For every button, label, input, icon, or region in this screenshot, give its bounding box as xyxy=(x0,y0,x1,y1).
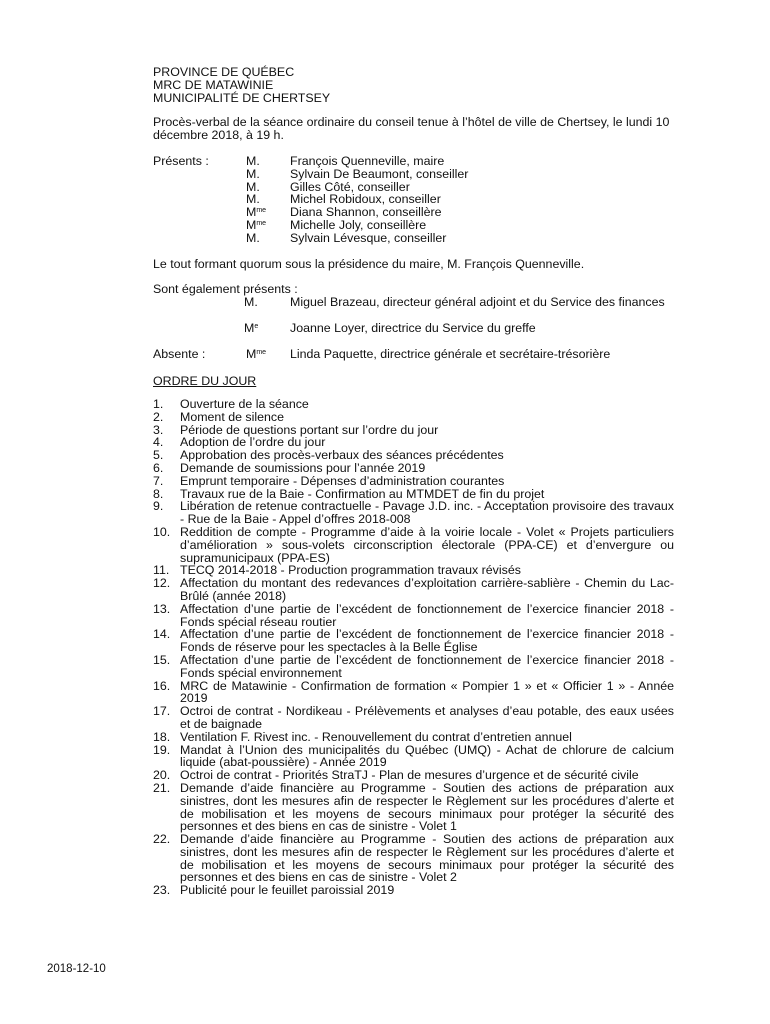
member-title: M. xyxy=(246,166,260,181)
agenda-item: 10. Reddition de compte - Programme d’aide à la voirie locale - Volet « Projets particuliers d’amélioration » sous-volets circonscription électorale (PPA-CE) et d’envergure ou supramunicipaux (PPA-ES) xyxy=(153,524,674,565)
agenda-item: 20. Octroi de contrat - Priorités StraTJ - Plan de mesures d’urgence et de sécurité civile xyxy=(153,768,639,783)
member-name: Linda Paquette, directrice générale et secrétaire-trésorière xyxy=(290,347,611,361)
member-name: Sylvain De Beaumont, conseiller xyxy=(290,166,469,181)
agenda-item: 17. Octroi de contrat - Nordikeau - Prélèvements et analyses d’eau potable, des eaux usées et de baignade xyxy=(153,704,674,731)
header-mrc: MRC DE MATAWINIE xyxy=(153,77,274,92)
member-name: Michelle Joly, conseillère xyxy=(290,218,427,232)
member-title: M. xyxy=(246,179,260,194)
agenda-item: 18. Ventilation F. Rivest inc. - Renouvellement du contrat d’entretien annuel xyxy=(153,729,572,744)
intro-paragraph: Procès-verbal de la séance ordinaire du conseil tenue à l’hôtel de ville de Chertsey, le lundi 10 décembre 2018, à 19 h. xyxy=(153,115,670,142)
member-name: Miguel Brazeau, directeur général adjoint et du Service des finances xyxy=(290,295,665,309)
header-province: PROVINCE DE QUÉBEC xyxy=(153,65,295,79)
document-header xyxy=(153,66,330,104)
agenda-item: 15. Affectation d’une partie de l’excédent de fonctionnement de l’exercice financier 2018 - Fonds spécial environnement xyxy=(153,652,674,680)
agenda-item: 12. Affectation du montant des redevances d’exploitation carrière-sablière - Chemin du Lac-Brûlé (année 2018) xyxy=(153,576,674,603)
agenda-title: ORDRE DU JOUR xyxy=(153,374,257,388)
agenda-item: 22. Demande d’aide financière au Programme - Soutien des actions de préparation aux sinistres, dont les mesures afin de respecter le Règlement sur les procédures d’alerte et de mobilisation et les moyens de secours minimaux pour protéger la sécurité des personnes et des biens en cas de sinistre - Volet 2 xyxy=(153,832,674,885)
member-title: $M^{me}$ xyxy=(246,347,267,361)
agenda-item: 23. Publicité pour le feuillet paroissial 2019 xyxy=(153,883,395,898)
agenda-item: 3. Période de questions portant sur l’ordre du jour xyxy=(153,422,439,437)
agenda-item: 14. Affectation d’une partie de l’excédent de fonctionnement de l’exercice financier 2018 - Fonds de réserve pour les spectacles à la Belle Église xyxy=(153,627,674,655)
footer-date: 2018-12-10 xyxy=(47,963,106,975)
member-title: M. xyxy=(244,295,258,309)
presents-label: Présents : xyxy=(153,154,209,168)
member-title: M. xyxy=(246,154,260,168)
member-title: M. xyxy=(246,192,260,207)
agenda-item: 19. Mandat à l’Union des municipalités du Québec (UMQ) - Achat de chlorure de calcium liquide (abat-poussière) - Année 2019 xyxy=(153,742,674,770)
agenda-item: 4. Adoption de l’ordre du jour xyxy=(153,435,326,450)
agenda-item: 21. Demande d’aide financière au Programme - Soutien des actions de préparation aux sinistres, dont les mesures afin de respecter le Règlement sur les procédures d’alerte et de mobilisation et les moyens de secours minimaux pour protéger la sécurité des personnes et des biens en cas de sinistre - Volet 1 xyxy=(153,780,674,834)
member-name: François Quenneville, maire xyxy=(290,154,445,168)
agenda-item: 11. TECQ 2014-2018 - Production programmation travaux révisés xyxy=(153,563,521,578)
agenda-item: 16. MRC de Matawinie - Confirmation de formation « Pompier 1 » et « Officier 1 » - Année 2019 xyxy=(153,678,674,706)
agenda-item: 2. Moment de silence xyxy=(153,409,284,424)
agenda-list xyxy=(0,398,674,897)
member-name: Michel Robidoux, conseiller xyxy=(290,192,441,207)
member-title: $M^{me}$ xyxy=(246,218,267,232)
member-name: Sylvain Lévesque, conseiller xyxy=(290,230,447,245)
absent-label: Absente : xyxy=(153,347,206,361)
agenda-item: 7. Emprunt temporaire - Dépenses d’administration courantes xyxy=(153,473,505,488)
agenda-item: 6. Demande de soumissions pour l’année 2019 xyxy=(153,460,426,475)
member-name: Gilles Côté, conseiller xyxy=(290,179,410,194)
member-title: M. xyxy=(246,230,260,245)
member-name: Diana Shannon, conseillère xyxy=(290,205,442,220)
agenda-item: 9. Libération de retenue contractuelle - Pavage J.D. inc. - Acceptation provisoire des travaux - Rue de la Baie - Appel d’offres 2018-008 xyxy=(153,499,674,527)
quorum-statement: Le tout formant quorum sous la présidence du maire, M. François Quenneville. xyxy=(153,257,585,271)
header-municipality: MUNICIPALITÉ DE CHERTSEY xyxy=(153,90,331,105)
agenda-item: 13. Affectation d’une partie de l’excédent de fonctionnement de l’exercice financier 2018 - Fonds spécial réseau routier xyxy=(153,601,674,629)
member-title: $M^{me}$ xyxy=(246,205,267,220)
member-title: Me xyxy=(244,321,259,335)
agenda-item: 8. Travaux rue de la Baie - Confirmation au MTMDET de fin du projet xyxy=(153,486,545,501)
agenda-item: 1. Ouverture de la séance xyxy=(153,397,309,411)
also-present-label: Sont également présents : xyxy=(153,282,298,296)
member-name: Joanne Loyer, directrice du Service du greffe xyxy=(290,321,536,335)
agenda-item: 5. Approbation des procès-verbaux des séances précédentes xyxy=(153,448,504,463)
